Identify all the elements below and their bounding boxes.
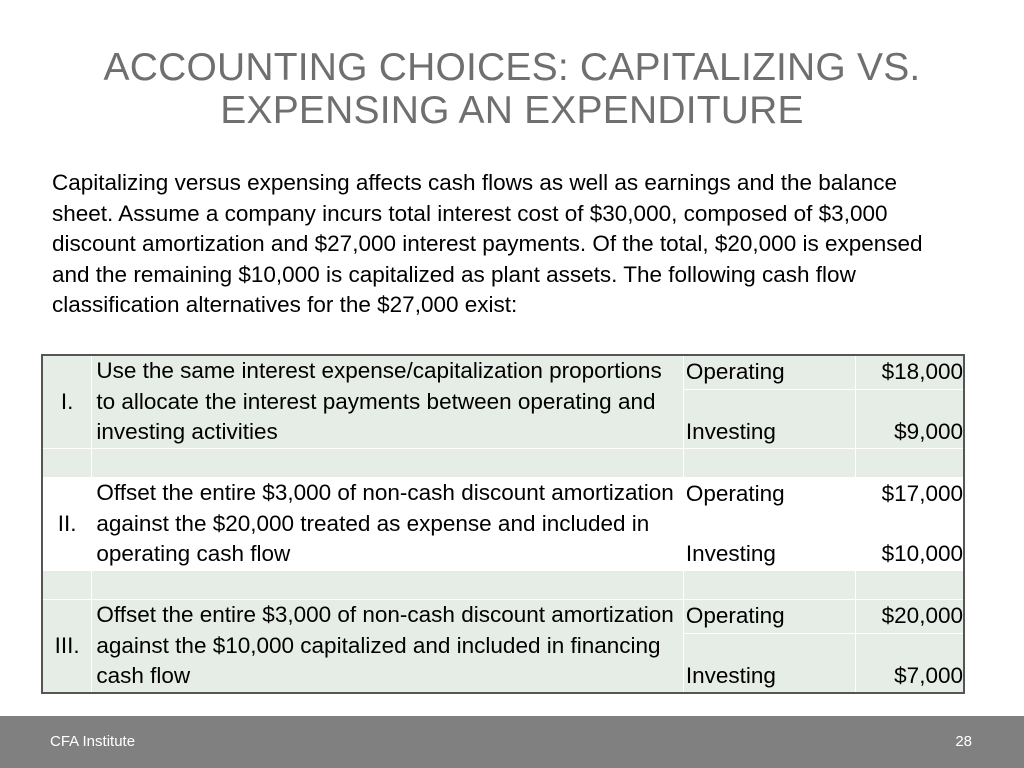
investing-label: Investing — [683, 634, 855, 694]
alternative-number: I. — [42, 355, 92, 449]
investing-amount: $7,000 — [856, 634, 964, 694]
operating-label: Operating — [683, 478, 855, 512]
alternative-number: III. — [42, 600, 92, 694]
alternative-number: II. — [42, 478, 92, 571]
operating-label: Operating — [683, 600, 855, 634]
footer-bar — [0, 716, 1024, 768]
brand-label: CFA Institute — [50, 733, 136, 750]
table-row — [42, 600, 964, 634]
operating-label: Operating — [683, 355, 855, 390]
spacer-row — [42, 571, 964, 600]
investing-label: Investing — [683, 390, 855, 449]
slide-title — [0, 46, 1024, 132]
intro-paragraph: Capitalizing versus expensing affects cash flows as well as earnings and the balance sheet. Assume a company incurs total interest cost of $30,000, composed of $3,000 discount amortization and $27,000 interest payments. Of the total, $20,000 is expensed and the remaining $10,000 is capitalized as plant assets. The following cash flow classification alternatives for the $27,000 exist: — [52, 170, 923, 318]
operating-amount: $17,000 — [856, 478, 964, 512]
page-number: 28 — [955, 733, 972, 750]
title-line-2: EXPENSING AN EXPENDITURE — [220, 89, 804, 132]
investing-amount: $9,000 — [856, 390, 964, 449]
investing-amount: $10,000 — [856, 512, 964, 571]
investing-label: Investing — [683, 512, 855, 571]
title-line-1: ACCOUNTING CHOICES: CAPITALIZING VS. — [103, 46, 921, 89]
operating-amount: $18,000 — [856, 355, 964, 390]
alternative-description: Offset the entire $3,000 of non-cash discount amortization against the $20,000 treated as expense and included in operating cash flow — [92, 478, 683, 571]
table-row — [42, 478, 964, 512]
alternatives-table — [41, 354, 965, 694]
spacer-row — [42, 449, 964, 478]
alternative-description: Offset the entire $3,000 of non-cash discount amortization against the $10,000 capitalized and included in financing cash flow — [92, 600, 683, 694]
table-row — [42, 355, 964, 390]
operating-amount: $20,000 — [856, 600, 964, 634]
alternative-description: Use the same interest expense/capitalization proportions to allocate the interest payments between operating and investing activities — [92, 355, 683, 449]
